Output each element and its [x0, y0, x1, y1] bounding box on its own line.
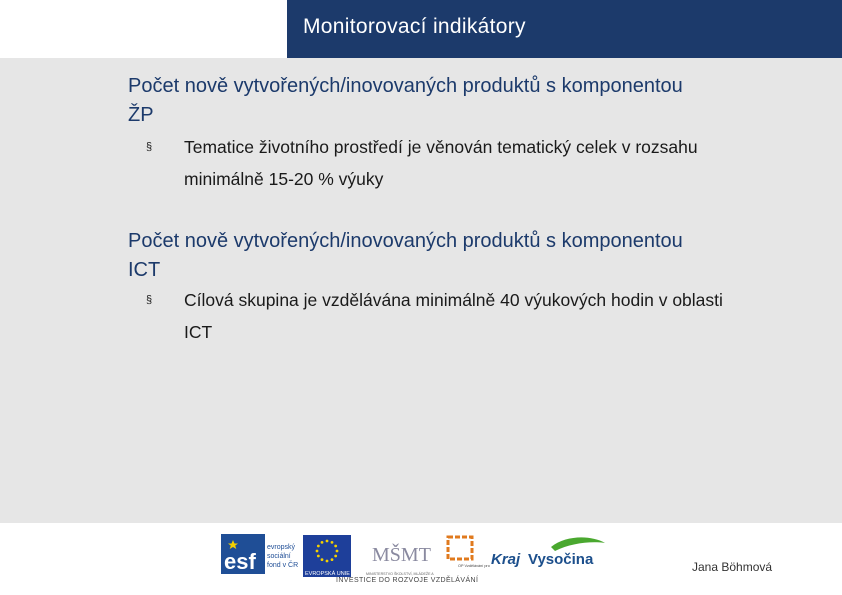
svg-text:evropský: evropský: [267, 544, 296, 551]
investment-slogan: INVESTICE DO ROZVOJE VZDĚLÁVÁNÍ: [336, 577, 479, 584]
eu-star: [326, 540, 329, 543]
header-left-blank: [0, 0, 287, 58]
bullet-marker: §: [146, 141, 153, 153]
svg-text:MŠMT: MŠMT: [372, 544, 431, 566]
op-vk-logo: [444, 531, 490, 579]
msmt-logo: [366, 531, 434, 579]
kraj-vysocina-logo: [491, 533, 607, 573]
eu-star: [321, 558, 324, 561]
eu-star: [334, 555, 337, 558]
author-name: Jana Böhmová: [692, 560, 773, 574]
eu-star: [336, 550, 339, 553]
eu-star: [317, 555, 320, 558]
bullet-text-env: Tematice životního prostředí je věnován tematický celek v rozsahu minimálně 15-20 % výuky: [184, 137, 698, 189]
bullet-text-ict: Cílová skupina je vzdělávána minimálně 40 výukových hodin v oblasti ICT: [184, 290, 723, 342]
svg-text:OP Vzdělávání pro konkurencesc: OP Vzdělávání pro: [458, 564, 490, 568]
svg-text:esf: esf: [224, 549, 256, 574]
bullet-marker: §: [146, 294, 153, 306]
svg-text:sociální: sociální: [267, 553, 291, 560]
eu-star: [316, 550, 319, 553]
svg-text:EVROPSKÁ UNIE: EVROPSKÁ UNIE: [305, 571, 350, 577]
eu-star: [334, 545, 337, 548]
svg-text:fond v ČR: fond v ČR: [267, 562, 299, 569]
title-bar: [287, 0, 842, 58]
eu-star: [326, 560, 329, 563]
eu-star: [331, 541, 334, 544]
eu-star: [331, 558, 334, 561]
eu-star: [321, 541, 324, 544]
section-heading-ict: Počet nově vytvořených/inovovaných produktů s komponentou ICT: [128, 230, 683, 281]
footer: [0, 523, 842, 595]
svg-text:Vysočina: Vysočina: [528, 551, 594, 568]
slide-title: Monitorovací indikátory: [303, 15, 526, 38]
section-heading-env: Počet nově vytvořených/inovovaných produktů s komponentou ŽP: [128, 75, 683, 126]
eu-star: [317, 545, 320, 548]
esf-logo: [221, 534, 299, 578]
svg-text:MINISTERSTVO ŠKOLSTVÍ, MLÁDEŽE: MINISTERSTVO ŠKOLSTVÍ, MLÁDEŽE A: [366, 572, 434, 576]
eu-flag-logo: [303, 535, 353, 579]
svg-text:Kraj: Kraj: [491, 551, 521, 568]
